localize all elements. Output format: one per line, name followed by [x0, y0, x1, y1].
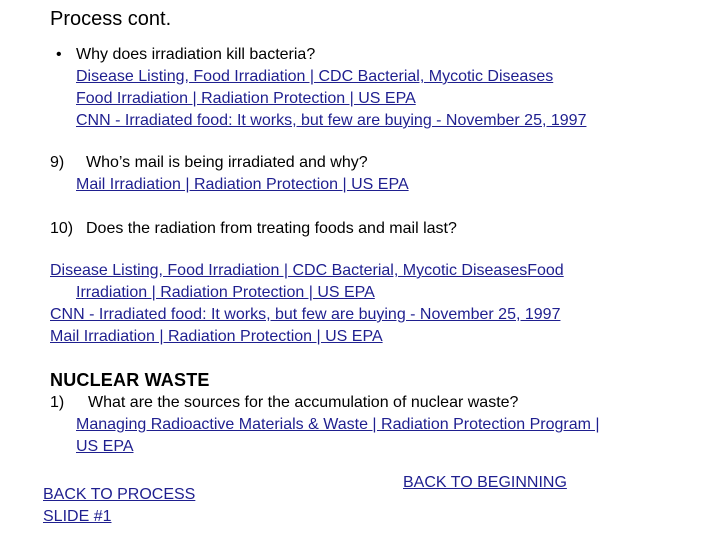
link-cdc-food-irradiation-2[interactable]: Disease Listing, Food Irradiation | CDC Bacterial, Mycotic Diseases [50, 262, 528, 279]
link-epa-mail-irradiation[interactable]: Mail Irradiation | Radiation Protection | US EPA [76, 176, 409, 193]
link-epa-food-irradiation-2-part1: Food [527, 262, 564, 279]
back-to-process-link-cont[interactable]: SLIDE #1 [43, 508, 112, 525]
link-epa-food-irradiation-2[interactable] [527, 262, 563, 279]
question-radiation-last: Does the radiation from treating foods and mail last? [86, 220, 457, 237]
link-epa-food-irradiation[interactable]: Food Irradiation | Radiation Protection | US EPA [76, 90, 416, 107]
section-heading-nuclear-waste: NUCLEAR WASTE [50, 370, 210, 390]
question-irradiation-bacteria: Why does irradiation kill bacteria? [76, 46, 316, 63]
back-to-process-link[interactable]: BACK TO PROCESS [43, 486, 196, 503]
link-epa-food-irradiation-2-part2: Irradiation | Radiation Protection | US EPA [76, 284, 375, 301]
link-epa-food-irradiation-2-cont[interactable] [76, 284, 375, 302]
item-number-10: 10) [50, 220, 74, 237]
link-epa-radioactive-waste[interactable]: Managing Radioactive Materials & Waste | Radiation Protection Program | [76, 416, 600, 433]
link-cnn-irradiated-food-2[interactable]: CNN - Irradiated food: It works, but few are buying - November 25, 1997 [50, 306, 561, 323]
bullet-marker: • [56, 46, 62, 63]
link-epa-mail-irradiation-2[interactable]: Mail Irradiation | Radiation Protection | US EPA [50, 328, 383, 345]
item-number-9: 9) [50, 154, 65, 171]
link-epa-radioactive-waste-cont[interactable]: US EPA [76, 438, 134, 455]
link-cnn-irradiated-food[interactable]: CNN - Irradiated food: It works, but few are buying - November 25, 1997 [76, 112, 587, 129]
link-group-radiation-last [50, 262, 564, 280]
back-to-beginning-link[interactable]: BACK TO BEGINNING [403, 474, 567, 491]
link-cdc-food-irradiation[interactable]: Disease Listing, Food Irradiation | CDC Bacterial, Mycotic Diseases [76, 68, 554, 85]
page-title: Process cont. [50, 8, 172, 30]
question-mail-irradiated: Who’s mail is being irradiated and why? [86, 154, 368, 171]
question-nuclear-waste-sources: What are the sources for the accumulation of nuclear waste? [88, 394, 519, 411]
item-number-1: 1) [50, 394, 65, 411]
